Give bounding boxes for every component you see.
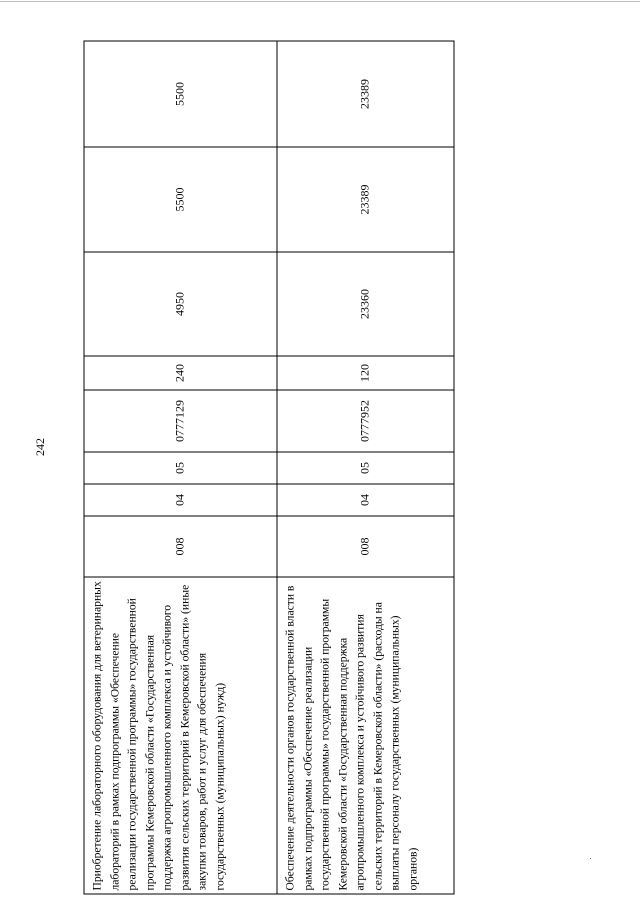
target-article-code: 0777129 (84, 390, 277, 452)
value-1: 23360 (277, 252, 454, 356)
scan-speck (590, 858, 591, 859)
value-2: 23389 (277, 147, 454, 252)
expense-type-code: 240 (84, 356, 277, 390)
value-2: 5500 (84, 147, 277, 252)
ministry-code: 008 (277, 516, 454, 577)
table-row (277, 41, 454, 894)
value-3: 23389 (277, 41, 454, 147)
subsection-code: 05 (277, 452, 454, 484)
section-code: 04 (277, 484, 454, 516)
target-article-code: 0777952 (277, 390, 454, 452)
ministry-code: 008 (84, 516, 277, 577)
value-1: 4950 (84, 252, 277, 356)
budget-table (84, 41, 455, 895)
expense-type-code: 120 (277, 356, 454, 390)
row-description: Обеспечение деятельности органов государственной власти в рамках подпрограммы «Обеспечение реализации государственной программы» государственной программы Кемеровской области «Государственная поддержка агропромышленного комплекса и устойчивого развития сельских территорий в Кемеровской области» (расходы на выплаты персоналу государственных (муниципальных) органов) (277, 577, 454, 894)
section-code: 04 (84, 484, 277, 516)
row-description: Приобретение лабораторного оборудования для ветеринарных лабораторий в рамках подпрограммы «Обеспечение реализации государственной программы» государственной программы Кемеровской области «Государственная поддержка агропромышленного комплекса и устойчивого развития сельских территорий в Кемеровской области» (иные закупки товаров, работ и услуг для обеспечения государственных (муниципальных) нужд) (84, 577, 277, 894)
subsection-code: 05 (84, 452, 277, 484)
page-number: 242 (33, 438, 47, 456)
top-rule (0, 1, 640, 2)
value-3: 5500 (84, 41, 277, 147)
table-row (84, 41, 277, 894)
